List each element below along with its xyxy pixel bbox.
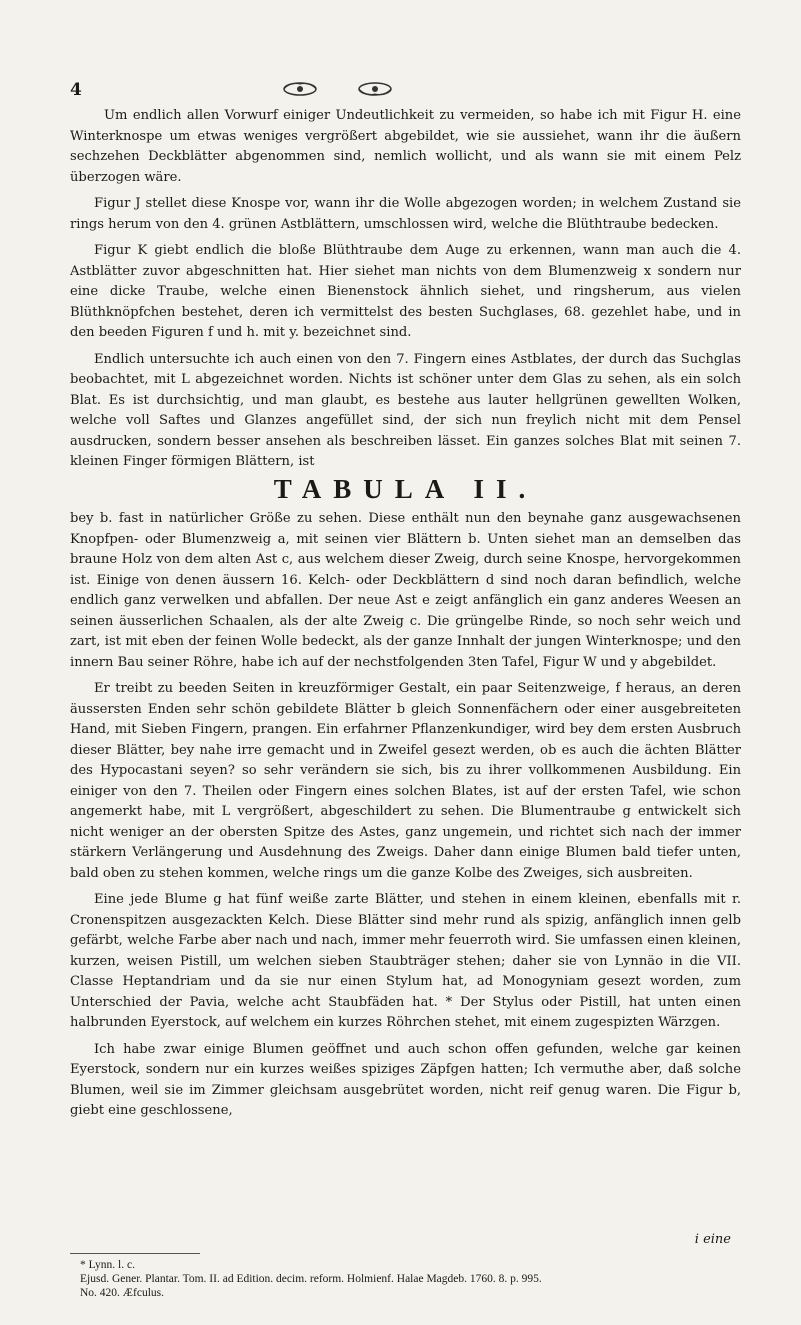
paragraph: Figur J stellet diese Knospe vor, wann ihr die Wolle abgezogen worden; in welchem Zustand sie rings herum von den 4. grünen Astblättern, umschlossen wird, welche die Blüthtraube bedecken. — [70, 196, 741, 232]
body-text — [70, 106, 741, 1128]
paragraph: bey b. fast in natürlicher Größe zu sehen. Diese enthält nun den beynahe ganz ausgewachsenen Knopfpen- oder Blumenzweig a, mit seinen vier Blättern b. Unten siehet man an demselben das braune Holz von dem alten Ast c, aus welchem dieser Zweig, durch seine Knospe, hervorgekommen ist. Einige von denen äussern 16. Kelch- oder Deckblättern d sind noch daran befindlich, welche endlich ganz verwelken und abfallen. Der neue Ast e zeigt anfänglich ein ganz anderes Weesen an seinen äusserlichen Schaalen, als der alte Zweig c. Die grüngelbe Rinde, so noch sehr weich und zart, ist mit eben der feinen Wolle bedeckt, als der ganze Innhalt der jungen Winterknospe; und den innern Bau seiner Röhre, habe ich auf der nechstfolgenden 3ten Tafel, Figur W und y abgebildet. — [70, 511, 741, 670]
paragraph: Eine jede Blume g hat fünf weiße zarte Blätter, und stehen in einem kleinen, ebenfalls mit r. Cronenspitzen ausgezackten Kelch. Diese Blätter sind mehr rund als spizig, anfänglich innen gelb gefärbt, welche Farbe aber nach und nach, immer mehr feuerroth wird. Sie umfassen einen kleinen, kurzen, weisen Pistill, um welchen sieben Staubträger stehen; daher sie von Lynnäo in die VII. Classe Heptandriam und da sie nur einen Stylum hat, ad Monogyniam gesezt worden, zum Unterschied der Pavia, welche acht Staubfäden hat. * Der Stylus oder Pistill, hat unten einen halbrunden Eyerstock, auf welchem ein kurzes Röhrchen stehet, mit einem zugespizten Wärzgen. — [70, 892, 741, 1030]
printer-ornament-icon — [280, 80, 320, 98]
page-header — [70, 80, 741, 104]
paragraph: Um endlich allen Vorwurf einiger Undeutlichkeit zu vermeiden, so habe ich mit Figur H. eine Winterknospe um etwas weniges vergrößert abgebildet, wie sie aussiehet, wann ihr die äußern sechzehen Deckblätter abgenommen sind, nemlich wollicht, und als wann sie mit einem Pelz überzogen wäre. — [70, 108, 741, 185]
tabula-heading: TABULA II. — [273, 473, 538, 504]
catchword: i eine — [694, 1232, 731, 1247]
paragraph: Figur K giebt endlich die bloße Blüthtraube dem Auge zu erkennen, wann man auch die 4. Astblätter zuvor abgeschnitten hat. Hier siehet man nichts von dem Blumenzweig x sondern nur eine dicke Traube, welche einen Bienenstock ähnlich siehet, und ringsherum, aus vielen Blüthknöpfchen bestehet, deren ich vermittelst des besten Suchglases, 68. gezehlet habe, und in den beeden Figuren f und h. mit y. bezeichnet sind. — [70, 243, 741, 340]
footnote-line: Ejusd. Gener. Plantar. Tom. II. ad Edition. decim. reform. Holmienf. Halae Magdeb. 1760. 8. p. 995. — [80, 1273, 542, 1285]
footnote — [80, 1258, 741, 1300]
paragraph: Ich habe zwar einige Blumen geöffnet und auch schon offen gefunden, welche gar keinen Eyerstock, sondern nur ein kurzes weißes spiziges Zäpfgen hatten; Ich vermuthe aber, daß solche Blumen, weil sie im Zimmer gleichsam ausgebrütet worden, nicht reif genug waren. Die Figur b, giebt eine geschlossene, — [70, 1041, 741, 1118]
paragraph: Endlich untersuchte ich auch einen von den 7. Fingern eines Astblates, der durch das Suchglas beobachtet, mit L abgezeichnet worden. Nichts ist schöner unter dem Glas zu sehen, als ein solch Blat. Es ist durchsichtig, und man glaubt, es bestehe aus lauter hellgrünen gewellten Wolken, welche voll Saftes und Glanzes angefüllet sind, der sich nun freylich nicht mit dem Pensel ausdrucken, sondern besser ansehen als beschreiben lässet. Ein ganzes solches Blat mit seinen 7. kleinen Finger förmigen Blättern, ist — [70, 351, 741, 469]
printer-ornament-icon — [355, 80, 395, 98]
page-number: 4 — [70, 80, 82, 100]
footnote-line: * Lynn. l. c. — [80, 1259, 135, 1271]
header-ornaments — [250, 80, 400, 102]
paragraph: Er treibt zu beeden Seiten in kreuzförmiger Gestalt, ein paar Seitenzweige, f heraus, an deren äussersten Enden sehr schön gebildete Blätter b gleich Sonnenfächern oder einer ausgebreiteten Hand, mit Sieben Fingern, prangen. Ein erfahrner Pflanzenkundiger, wird bey dem ersten Ausbruch dieser Blätter, bey nahe irre gemacht und in Zweifel gesezt werden, ob es auch die ächten Blätter des Hypocastani seyen? so sehr verändern sie sich, bis zu ihrer vollkommenen Ausbildung. Ein einiger von den 7. Theilen oder Fingern eines solchen Blates, ist auf der ersten Tafel, wie schon angemerkt habe, mit L vergrößert, abgeschildert zu sehen. Die Blumentraube g entwickelt sich nicht weniger an der obersten Spitze des Astes, ganz ungemein, und richtet sich nach der immer stärkern Verlängerung und Ausdehnung des Zweigs. Daher dann einige Blumen bald tiefer unten, bald oben zu stehen kommen, welche rings um die ganze Kolbe des Zweiges, sich ausbreiten. — [70, 681, 741, 881]
footnote-rule — [70, 1253, 200, 1254]
footnote-line: No. 420. Æfculus. — [80, 1287, 165, 1299]
